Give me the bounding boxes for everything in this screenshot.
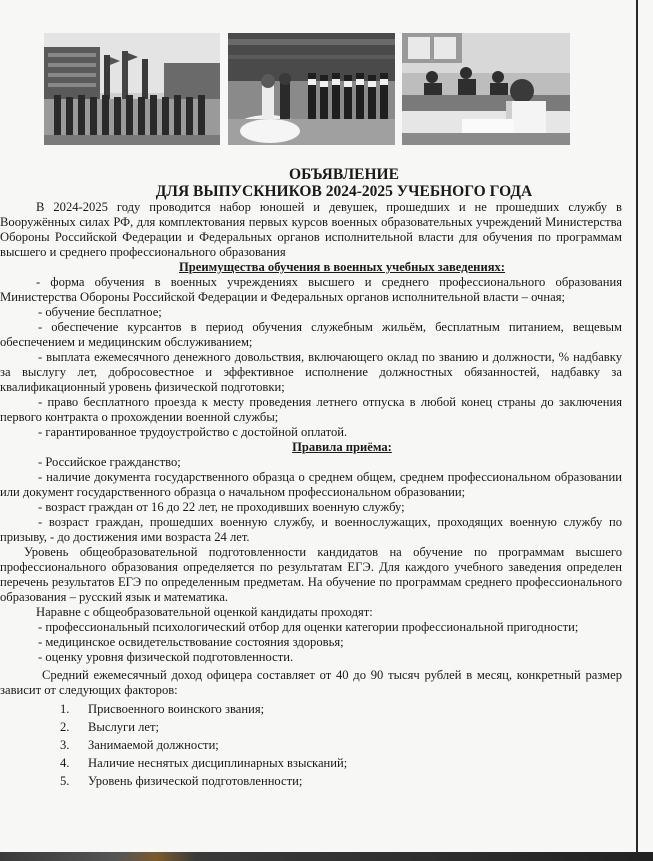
factors-list	[0, 700, 636, 790]
rule-item: - возраст граждан от 16 до 22 лет, не проходивших военную службу;	[38, 500, 405, 514]
selection-intro: Наравне с общеобразовательной оценкой кандидаты проходят:	[36, 605, 373, 619]
selection-item: - профессиональный психологический отбор для оценки категории профессиональной пригодности;	[38, 620, 579, 634]
announcement-document	[0, 166, 636, 790]
scan-edge	[0, 852, 653, 861]
intro-paragraph: В 2024-2025 году проводится набор юношей и девушек, прошедших и не прошедших службу в Вооружённых силах РФ, для комплектования первых курсов военных образовательных учреждений Министерства Обороны Российской Федерации и Федеральных органов исполнительной власти для обучения по программам высшего и среднего профессионального образования	[0, 200, 622, 259]
income-paragraph: Средний ежемесячный доход офицера составляет от 40 до 90 тысяч рублей в месяц, конкретный размер зависит от следующих факторов:	[0, 668, 622, 697]
advantage-item: - обучение бесплатное;	[38, 305, 162, 319]
rules-heading: Правила приёма:	[292, 440, 392, 454]
factor-item: 1. Присвоенного воинского звания;	[60, 702, 265, 716]
factor-item: 4. Наличие неснятых дисциплинарных взысканий;	[60, 756, 348, 770]
rule-item: - наличие документа государственного образца о среднем общем, среднем профессиональном образовании или документ государственного образца о начальном профессиональном образовании;	[0, 470, 622, 499]
advantages-heading: Преимущества обучения в военных учебных заведениях:	[178, 260, 506, 274]
advantage-item: - обеспечение курсантов в период обучения служебным жильём, бесплатным питанием, вещевым обеспечением и медицинским обслуживанием;	[0, 320, 622, 349]
advantage-item: - форма обучения в военных учреждениях высшего и среднего профессионального образования Министерства Обороны Российской Федерации и Федеральных органов исполнительной власти – очная;	[0, 275, 622, 304]
selection-item: - медицинское освидетельствование состояния здоровья;	[38, 635, 344, 649]
rule-item: - возраст граждан, прошедших военную службу, и военнослужащих, проходящих военную службу по призыву, - до достижения ими возраста 24 лет.	[0, 515, 622, 544]
classroom-photo	[402, 33, 570, 145]
factor-item: 3. Занимаемой должности;	[60, 738, 219, 752]
factor-item: 2. Выслуги лет;	[60, 720, 159, 734]
ceremony-photo	[228, 33, 395, 145]
exam-paragraph: Уровень общеобразовательной подготовленности кандидатов на обучение по программам высшего профессионального образования определяется по результатам ЕГЭ. Для каждого учебного заведения определен перечень результатов ЕГЭ по определенным предметам. На обучение по программам среднего профессионального образования – русский язык и математика.	[0, 545, 622, 604]
parade-photo	[44, 33, 220, 145]
selection-item: - оценку уровня физической подготовленности.	[38, 650, 294, 664]
rule-item: - Российское гражданство;	[38, 455, 181, 469]
factor-item: 5. Уровень физической подготовленности;	[60, 774, 303, 788]
title-graduates: ДЛЯ ВЫПУСКНИКОВ 2024-2025 УЧЕБНОГО ГОДА	[155, 183, 533, 200]
photo-strip	[0, 33, 653, 145]
title-announcement: ОБЪЯВЛЕНИЕ	[289, 166, 399, 183]
advantage-item: - выплата ежемесячного денежного довольствия, включающего оклад по званию и должности, % надбавку за выслугу лет, добросовестное и эффективное исполнение должностных обязанностей, надбавку за квалификационный уровень физической подготовки;	[0, 350, 622, 394]
advantage-item: - право бесплатного проезда к месту проведения летнего отпуска в любой конец страны до заключения первого контракта о прохождении военной службы;	[0, 395, 622, 424]
advantage-item: - гарантированное трудоустройство с достойной оплатой.	[38, 425, 348, 439]
